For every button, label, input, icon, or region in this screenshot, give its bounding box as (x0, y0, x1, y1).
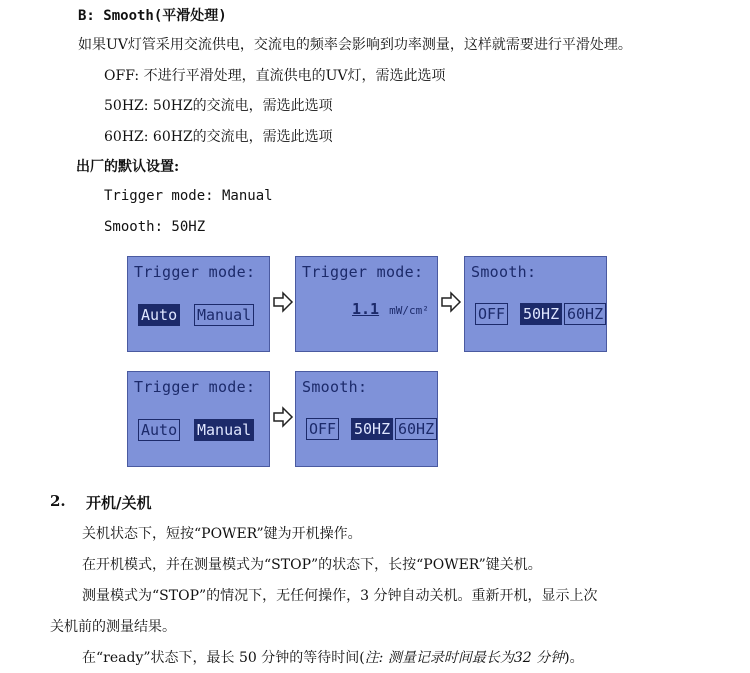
lcd-title: Trigger mode: (134, 378, 256, 396)
arrow-right-icon (272, 406, 294, 428)
lcd-smooth-1 (464, 256, 607, 352)
auto-off-text-cont: 关机前的测量结果。 (50, 619, 176, 635)
lcd-reading (295, 256, 438, 352)
section-b-heading: B: Smooth(平滑处理) (78, 8, 227, 24)
option-off: OFF: 不进行平滑处理，直流供电的UV灯，需选此选项 (104, 68, 446, 84)
lcd-title: Smooth: (302, 378, 368, 396)
default-trigger: Trigger mode: Manual (104, 188, 273, 204)
lcd-smooth-2 (295, 371, 438, 467)
option-auto-selected: Auto (138, 304, 180, 326)
reading-unit: mW/cm² (389, 304, 429, 317)
defaults-heading: 出厂的默认设置: (76, 159, 180, 175)
option-60hz: 60HZ (395, 418, 437, 440)
lcd-trigger-mode-1 (127, 256, 270, 352)
power-off-text: 在开机模式，并在测量模式为“STOP”的状态下，长按“POWER”键关机。 (82, 557, 542, 573)
ready-wait-note: 注: 测量记录时间最长为32 分钟 (364, 650, 565, 666)
lcd-trigger-mode-2 (127, 371, 270, 467)
ready-wait-text (82, 647, 584, 667)
option-auto: Auto (138, 419, 180, 441)
option-60hz: 60HZ: 60HZ的交流电，需选此选项 (104, 129, 333, 145)
lcd-title: Trigger mode: (134, 263, 256, 281)
arrow-right-icon (272, 291, 294, 313)
option-60hz: 60HZ (564, 303, 606, 325)
lcd-title: Smooth: (471, 263, 537, 281)
option-off: OFF (306, 418, 339, 440)
auto-off-text: 测量模式为“STOP”的情况下，无任何操作，3 分钟自动关机。重新开机，显示上次 (82, 588, 598, 604)
power-reading (352, 299, 429, 318)
smooth-intro: 如果UV灯管采用交流供电，交流电的频率会影响到功率测量，这样就需要进行平滑处理。 (78, 37, 632, 53)
lcd-title: Trigger mode: (302, 263, 424, 281)
option-50hz-selected: 50HZ (520, 303, 562, 325)
ready-wait-end: )。 (564, 650, 584, 666)
power-on-text: 关机状态下，短按“POWER”键为开机操作。 (82, 526, 362, 542)
option-manual-selected: Manual (194, 419, 254, 441)
option-50hz-selected: 50HZ (351, 418, 393, 440)
option-50hz: 50HZ: 50HZ的交流电，需选此选项 (104, 98, 333, 114)
arrow-right-icon (440, 291, 462, 313)
option-manual: Manual (194, 304, 254, 326)
reading-value: 1.1 (352, 300, 380, 318)
section-2-number: 2. (50, 492, 66, 510)
default-smooth: Smooth: 50HZ (104, 219, 206, 235)
ready-wait-main: 在“ready”状态下，最长 50 分钟的等待时间( (82, 650, 365, 666)
section-2-heading: 开机/关机 (86, 494, 152, 512)
option-off: OFF (475, 303, 508, 325)
